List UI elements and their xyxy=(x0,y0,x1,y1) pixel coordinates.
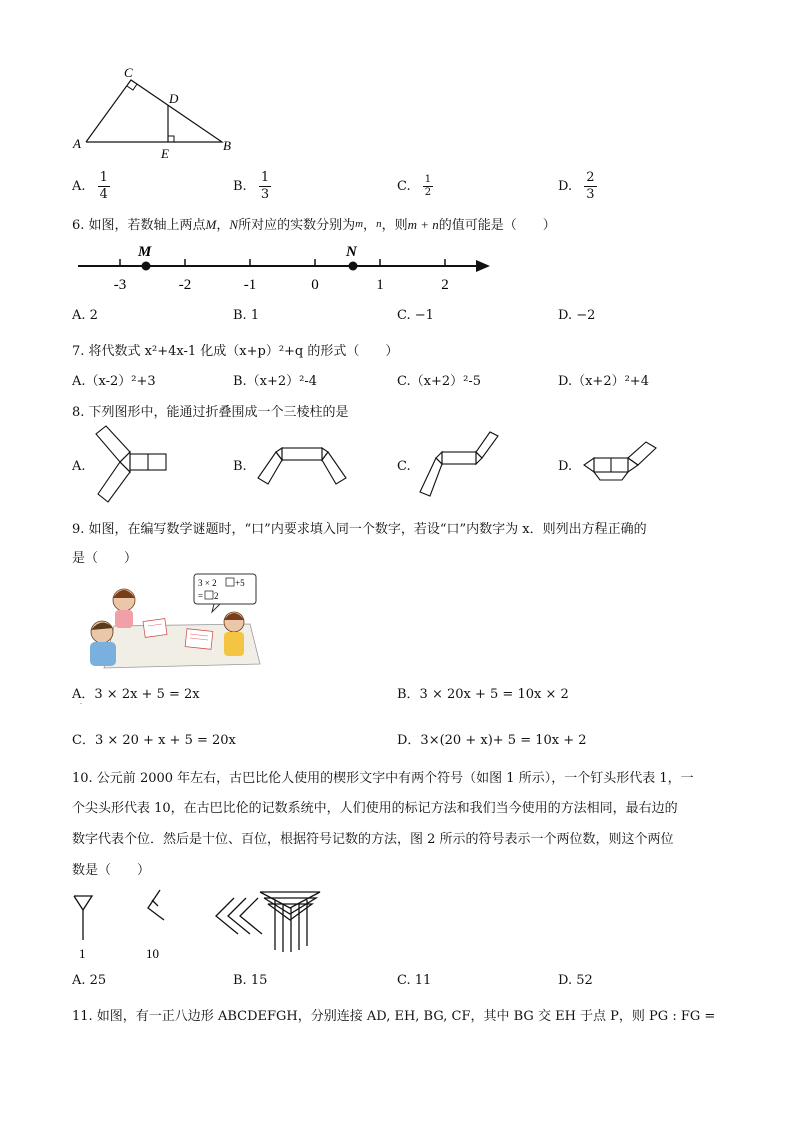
q9-option-a[interactable]: A．3 × 2x + 5 = 2x xyxy=(72,687,200,702)
net-figure-d xyxy=(580,440,662,496)
point-m xyxy=(142,262,151,271)
classroom-illustration xyxy=(84,568,264,670)
vertex-a: A xyxy=(73,136,81,151)
net-figure-a xyxy=(90,424,172,504)
tick-label: -2 xyxy=(178,277,192,293)
q10-option-d[interactable]: D. 52 xyxy=(558,973,593,988)
q10-option-b[interactable]: B. 15 xyxy=(233,973,268,988)
point-n xyxy=(349,262,358,271)
q10-option-a[interactable]: A. 25 xyxy=(72,973,107,988)
vertex-b: B xyxy=(223,138,231,153)
q9-dot: · xyxy=(80,701,82,708)
vertex-d: D xyxy=(169,91,179,106)
q9-stem-line2: 是（ ） xyxy=(72,551,138,566)
q5-option-b[interactable]: B. $\frac{1}{3}$ xyxy=(233,170,270,202)
q7-stem: 7. 将代数式 x²+4x-1 化成（x+p）²+q 的形式（ ） xyxy=(72,344,399,359)
q9-stem-line1: 9. 如图，在编写数学谜题时，“口”内要求填入同一个数字，若设“口”内数字为 x．则列出方程正确的 xyxy=(72,522,647,537)
cuneiform-figure xyxy=(70,886,340,962)
svg-text:2: 2 xyxy=(214,591,219,601)
tick-label: -1 xyxy=(243,277,257,293)
point-n-label: N xyxy=(346,244,357,260)
q10-stem-line2: 个尖头形代表 10，在古巴比伦的记数系统中，人们使用的标记方法和我们当今使用的方法相同，最右边的 xyxy=(72,801,678,816)
tick-label: 2 xyxy=(441,277,449,293)
triangle-figure xyxy=(70,62,240,162)
q10-stem-line3: 数字代表个位．然后是十位、百位，根据符号记数的方法，图 2 所示的符号表示一个两位数，则这个两位 xyxy=(72,832,674,847)
q9-option-c[interactable]: C．3 × 20 + x + 5 = 20x xyxy=(72,733,236,748)
label-ten: 10 xyxy=(146,946,159,961)
point-m-label: M xyxy=(138,244,152,260)
q5-option-c[interactable]: C. $\frac{1}{2}$ xyxy=(397,174,432,198)
q6-option-c[interactable]: C. −1 xyxy=(397,308,434,323)
q8-option-c[interactable]: C. xyxy=(397,459,411,474)
tick-label: -3 xyxy=(113,277,127,293)
q9-option-b[interactable]: B．3 × 20x + 5 = 10x × 2 xyxy=(397,687,569,702)
q7-option-a[interactable]: A.（x-2）²+3 xyxy=(72,374,156,389)
q9-option-d[interactable]: D．3×(20 + x)+ 5 = 10x + 2 xyxy=(397,733,587,748)
svg-text:+5: +5 xyxy=(235,578,245,588)
q6-option-a[interactable]: A. 2 xyxy=(72,308,98,323)
label-one: 1 xyxy=(79,946,86,961)
q10-stem-line4: 数是（ ） xyxy=(72,863,151,878)
q6-option-d[interactable]: D. −2 xyxy=(558,308,596,323)
vertex-c: C xyxy=(124,65,133,80)
net-figure-b xyxy=(254,442,352,490)
tick-label: 0 xyxy=(311,277,319,293)
q11-stem: 11. 如图，有一正八边形 ABCDEFGH，分别连接 AD, EH, BG, CF，其中 BG 交 EH 于点 P，则 PG : FG = xyxy=(72,1009,716,1024)
q10-option-c[interactable]: C. 11 xyxy=(397,973,432,988)
vertex-e: E xyxy=(161,146,169,161)
net-figure-c xyxy=(416,430,504,500)
q6-stem: 6. 如图，若数轴上两点M，N所对应的实数分别为m，n，则m + n的值可能是（ ） xyxy=(72,217,556,233)
q7-option-d[interactable]: D.（x+2）²+4 xyxy=(558,374,649,389)
q8-option-b[interactable]: B. xyxy=(233,459,247,474)
svg-text:3 × 2: 3 × 2 xyxy=(198,578,217,588)
tick-label: 1 xyxy=(376,277,384,293)
q5-option-d[interactable]: D. $\frac{2}{3}$ xyxy=(558,170,595,202)
q7-option-b[interactable]: B.（x+2）²-4 xyxy=(233,374,318,389)
q5-option-a[interactable]: A. $\frac{1}{4}$ xyxy=(72,170,108,202)
number-line xyxy=(70,240,500,300)
q8-option-a[interactable]: A. xyxy=(72,459,86,474)
q8-option-d[interactable]: D. xyxy=(558,459,573,474)
q6-option-b[interactable]: B. 1 xyxy=(233,308,260,323)
svg-text:=: = xyxy=(198,591,204,601)
q10-stem-line1: 10. 公元前 2000 年左右，古巴比伦人使用的楔形文字中有两个符号（如图 1 所示），一个钉头形代表 1，一 xyxy=(72,771,694,786)
q8-stem: 8. 下列图形中，能通过折叠围成一个三棱柱的是 xyxy=(72,405,349,420)
q7-option-c[interactable]: C.（x+2）²-5 xyxy=(397,374,481,389)
